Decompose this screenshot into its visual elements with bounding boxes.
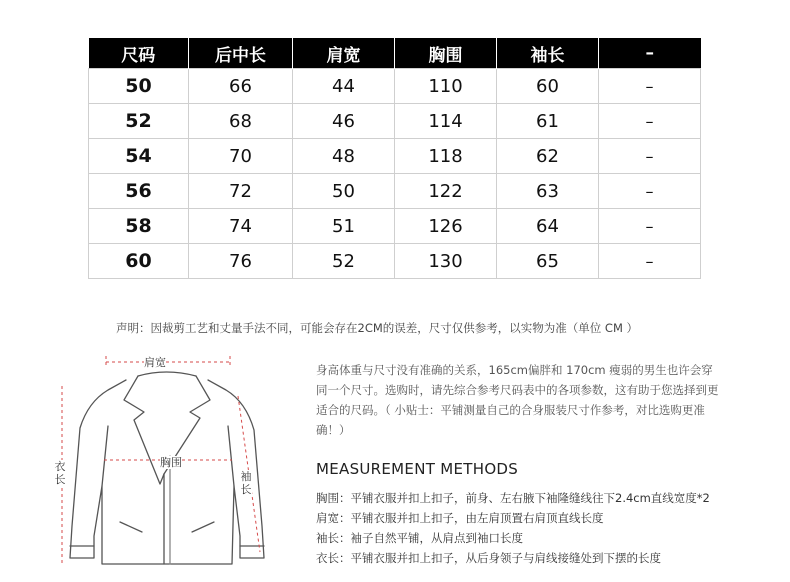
sleeve-value: 65	[497, 244, 599, 279]
size-chart-table	[88, 38, 701, 279]
sleeve-value: 61	[497, 104, 599, 139]
measurement-diagram	[48, 346, 288, 576]
method-item-chest: 胸围：平铺衣服并扣上扣子，前身、左右腋下袖隆缝线往下2.4cm直线宽度*2	[316, 491, 710, 505]
size-value: 54	[89, 139, 189, 174]
methods-title: MEASUREMENT METHODS	[316, 460, 519, 478]
header-chest: 胸围	[395, 38, 497, 69]
shoulder-value: 48	[293, 139, 395, 174]
table-row	[89, 209, 701, 244]
back-length-value: 74	[189, 209, 293, 244]
method-item-shoulder: 肩宽：平铺衣服并扣上扣子，由左肩顶置右肩顶直线长度	[316, 511, 604, 525]
size-value: 58	[89, 209, 189, 244]
table-row	[89, 104, 701, 139]
sleeve-value: 63	[497, 174, 599, 209]
sleeve-value: 64	[497, 209, 599, 244]
chest-value: 126	[395, 209, 497, 244]
table-row	[89, 139, 701, 174]
back-length-value: 76	[189, 244, 293, 279]
shoulder-value: 46	[293, 104, 395, 139]
header-back-length: 后中长	[189, 38, 293, 69]
shoulder-value: 52	[293, 244, 395, 279]
extra-value: –	[599, 174, 701, 209]
disclaimer-note: 声明：因裁剪工艺和丈量手法不同，可能会存在2CM的误差，尺寸仅供参考，以实物为准（单位 CM ）	[116, 321, 639, 335]
header-sleeve: 袖长	[497, 38, 599, 69]
shoulder-value: 50	[293, 174, 395, 209]
extra-value: –	[599, 209, 701, 244]
sleeve-length-label: 袖长	[240, 470, 252, 496]
chest-value: 110	[395, 69, 497, 104]
extra-value: –	[599, 69, 701, 104]
table-header-row	[89, 38, 701, 69]
body-length-label: 衣长	[54, 460, 66, 486]
back-length-value: 72	[189, 174, 293, 209]
table-row	[89, 174, 701, 209]
back-length-value: 70	[189, 139, 293, 174]
back-length-value: 66	[189, 69, 293, 104]
shoulder-value: 51	[293, 209, 395, 244]
header-extra: –	[599, 38, 701, 69]
methods-list	[316, 488, 710, 568]
chest-value: 114	[395, 104, 497, 139]
extra-value: –	[599, 139, 701, 174]
size-value: 52	[89, 104, 189, 139]
chest-value: 118	[395, 139, 497, 174]
sleeve-value: 60	[497, 69, 599, 104]
chest-value: 130	[395, 244, 497, 279]
extra-value: –	[599, 104, 701, 139]
size-value: 60	[89, 244, 189, 279]
method-item-length: 衣长：平铺衣服并扣上扣子，从后身领子与肩线接缝处到下摆的长度	[316, 551, 661, 565]
table-row	[89, 69, 701, 104]
chest-label: 胸围	[160, 456, 182, 469]
sleeve-value: 62	[497, 139, 599, 174]
size-value: 56	[89, 174, 189, 209]
header-size: 尺码	[89, 38, 189, 69]
size-advice-paragraph: 身高体重与尺寸没有准确的关系，165cm偏胖和 170cm 瘦弱的男生也许会穿同一个尺寸。选购时，请先综合参考尺码表中的各项参数，这有助于您选择到更适合的尺码。（ 小贴士：平铺测量自己的合身服装尺寸作参考，对比选购更准确！）	[316, 363, 719, 437]
chest-value: 122	[395, 174, 497, 209]
table-row	[89, 244, 701, 279]
extra-value: –	[599, 244, 701, 279]
size-value: 50	[89, 69, 189, 104]
back-length-value: 68	[189, 104, 293, 139]
method-item-sleeve: 袖长：袖子自然平铺，从肩点到袖口长度	[316, 531, 523, 545]
shoulder-width-label: 肩宽	[144, 356, 166, 369]
header-shoulder: 肩宽	[293, 38, 395, 69]
shoulder-value: 44	[293, 69, 395, 104]
